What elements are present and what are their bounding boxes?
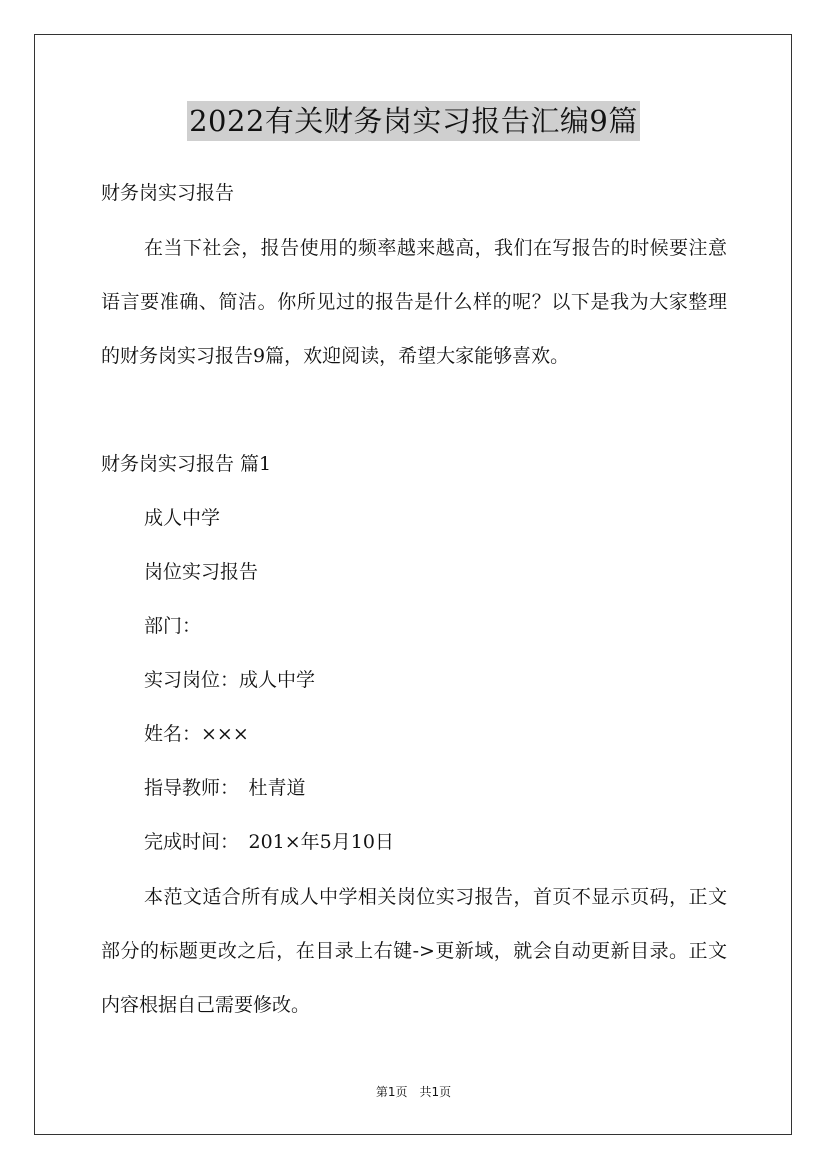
department-line: 部门： — [144, 615, 202, 637]
school-name-line: 成人中学 — [144, 507, 221, 529]
name-line: 姓名：××× — [144, 723, 249, 745]
title-container — [0, 101, 827, 141]
page-footer: 第1页 共1页 — [375, 1085, 452, 1099]
advisor-line: 指导教师： 杜青道 — [144, 777, 306, 799]
document-title: 2022有关财务岗实习报告汇编9篇 — [187, 101, 640, 141]
chapter-heading: 财务岗实习报告 篇1 — [101, 453, 272, 475]
section-label: 财务岗实习报告 — [101, 182, 235, 204]
report-type-line: 岗位实习报告 — [144, 561, 259, 583]
note-paragraph: 本范文适合所有成人中学相关岗位实习报告，首页不显示页码，正文部分的标题更改之后，在目录上右键->更新域，就会自动更新目录。正文内容根据自己需要修改。 — [101, 886, 727, 1016]
completion-date-line: 完成时间： 201×年5月10日 — [144, 831, 394, 853]
position-line: 实习岗位：成人中学 — [144, 669, 316, 691]
intro-paragraph: 在当下社会，报告使用的频率越来越高，我们在写报告的时候要注意语言要准确、简洁。你所见过的报告是什么样的呢？以下是我为大家整理的财务岗实习报告9篇，欢迎阅读，希望大家能够喜欢。 — [101, 237, 727, 367]
